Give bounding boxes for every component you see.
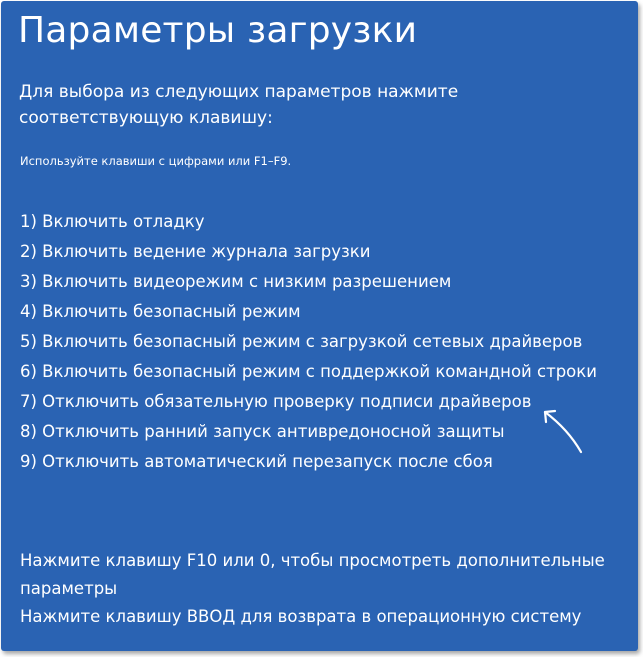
boot-options-list xyxy=(20,207,597,477)
footer-instructions xyxy=(20,547,620,631)
option-disable-driver-signature-enforcement[interactable]: 7) Отключить обязательную проверку подписи драйверов xyxy=(20,392,532,411)
option-safe-mode-command-prompt[interactable]: 6) Включить безопасный режим с поддержкой командной строки xyxy=(20,362,597,381)
more-options-hint: Нажмите клавишу F10 или 0, чтобы просмотреть дополнительные параметры xyxy=(20,551,605,598)
option-enable-low-resolution-video[interactable]: 3) Включить видеорежим с низким разрешением xyxy=(20,272,452,291)
hint-text: Используйте клавиши с цифрами или F1–F9. xyxy=(20,154,292,168)
return-to-os-hint: Нажмите клавишу ВВОД для возврата в операционную систему xyxy=(20,607,582,626)
option-enable-safe-mode[interactable]: 4) Включить безопасный режим xyxy=(20,302,301,321)
option-disable-early-launch-antimalware[interactable]: 8) Отключить ранний запуск антивредоносной защиты xyxy=(20,422,505,441)
option-disable-auto-restart[interactable]: 9) Отключить автоматический перезапуск после сбоя xyxy=(20,452,493,471)
option-enable-boot-logging[interactable]: 2) Включить ведение журнала загрузки xyxy=(20,242,371,261)
boot-options-screen xyxy=(1,1,638,651)
curved-arrow-icon xyxy=(539,398,587,456)
page-title: Параметры загрузки xyxy=(18,10,418,51)
option-safe-mode-networking[interactable]: 5) Включить безопасный режим с загрузкой сетевых драйверов xyxy=(20,332,583,351)
instruction-text: Для выбора из следующих параметров нажмите соответствующую клавишу: xyxy=(19,82,459,128)
option-enable-debugging[interactable]: 1) Включить отладку xyxy=(20,212,205,231)
